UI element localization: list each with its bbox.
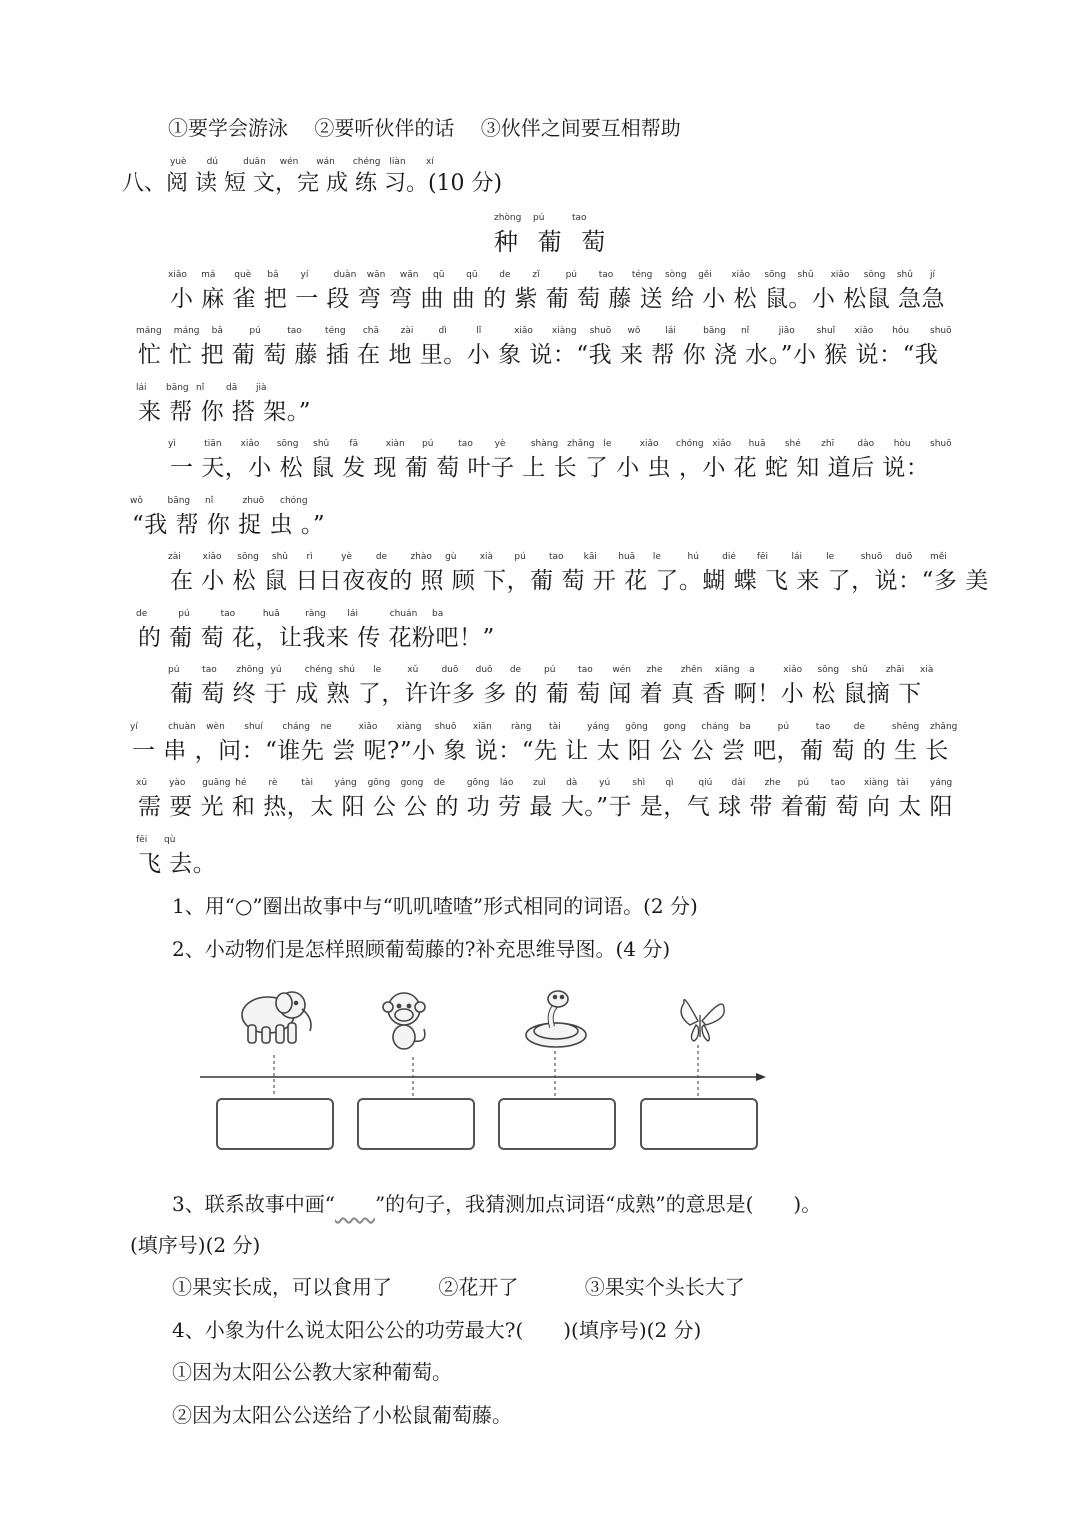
pinyin-syllable: hú <box>687 552 699 562</box>
pinyin-syllable: wān <box>366 270 386 280</box>
pinyin-syllable: ba <box>432 609 444 619</box>
pinyin-syllable: xiàng <box>863 778 889 788</box>
pinyin-syllable: zhāi <box>885 665 905 675</box>
question-3-score: (填序号)(2 分) <box>130 1233 261 1257</box>
pinyin-syllable: yè <box>494 439 506 449</box>
pinyin-syllable: huā <box>618 552 636 562</box>
pinyin-syllable: chéng <box>304 665 333 675</box>
pinyin-syllable: zài <box>168 552 181 562</box>
pinyin-syllable: sōng <box>817 665 840 675</box>
story-line: 小 麻 雀 把 一 段 弯 弯 曲 曲 的 紫 葡 萄 藤 送 给 小 松 鼠。小 松鼠 急急 <box>170 286 946 312</box>
pinyin-syllable: fēi <box>136 835 148 845</box>
pinyin-syllable: xiàng <box>551 326 577 336</box>
wavy-underline-sample <box>335 1192 375 1216</box>
pinyin-syllable: zhào <box>410 552 432 562</box>
pinyin-syllable: de <box>136 609 148 619</box>
pinyin-syllable: jià <box>256 383 267 393</box>
pinyin-syllable: bāng <box>166 383 189 393</box>
pinyin-syllable: tao <box>572 213 587 223</box>
pinyin-syllable: hóu <box>892 326 910 336</box>
previous-question-options: ①要学会游泳 ②要听伙伴的话 ③伙伴之间要互相帮助 <box>168 116 681 140</box>
pinyin-syllable: má <box>201 270 216 280</box>
pinyin-syllable: tao <box>815 722 831 732</box>
pinyin-syllable: xiǎo <box>168 270 187 280</box>
pinyin-syllable: pú <box>178 609 190 619</box>
pinyin-syllable: tài <box>301 778 313 788</box>
pinyin-syllable: téng <box>631 270 653 280</box>
question-3-options: ①果实长成，可以食用了 ②花开了 ③果实个头长大了 <box>172 1275 745 1299</box>
pinyin-syllable: hé <box>235 778 247 788</box>
pinyin-syllable: shuō <box>930 326 952 336</box>
pinyin-syllable: tao <box>220 609 236 619</box>
pinyin-syllable: ba <box>739 722 751 732</box>
pinyin-syllable: bāng <box>703 326 726 336</box>
pinyin-syllable: xiàng <box>396 722 422 732</box>
pinyin-syllable: gōng <box>625 722 648 732</box>
pinyin-syllable: dài <box>731 778 746 788</box>
pinyin-syllable: ne <box>320 722 332 732</box>
pinyin-syllable: gù <box>445 552 457 562</box>
pinyin-syllable: tao <box>578 665 593 675</box>
pinyin-syllable: wèn <box>206 722 225 732</box>
pinyin-syllable: wān <box>399 270 419 280</box>
pinyin-syllable: wén <box>612 665 631 675</box>
pinyin-syllable: shuō <box>434 722 457 732</box>
pinyin-syllable: rì <box>306 552 313 562</box>
pinyin-syllable: zhēn <box>680 665 703 675</box>
pinyin-syllable: yáng <box>587 722 610 732</box>
pinyin-syllable: wán <box>316 157 335 167</box>
pinyin-syllable: què <box>234 270 252 280</box>
story-title: 种 葡 萄 <box>494 228 612 256</box>
pinyin-syllable: de <box>499 270 511 280</box>
pinyin-syllable: xiǎo <box>830 270 850 280</box>
section-title: 八、阅 读 短 文，完 成 练 习。(10 分) <box>122 171 503 196</box>
pinyin-syllable: yú <box>599 778 611 788</box>
pinyin-syllable: měi <box>930 552 947 562</box>
pinyin-syllable: pú <box>544 665 556 675</box>
question-3-part-b: ”的句子，我猜测加点词语“成熟”的意思是( )。 <box>374 1192 822 1216</box>
pinyin-syllable: zhī <box>821 439 835 449</box>
pinyin-syllable: pú <box>533 213 545 223</box>
pinyin-syllable: pú <box>777 722 790 732</box>
pinyin-syllable: yè <box>341 552 353 562</box>
pinyin-syllable: tiān <box>204 439 222 449</box>
answer-box-butterfly[interactable] <box>640 1098 758 1150</box>
pinyin-syllable: qù <box>164 835 176 845</box>
pinyin-syllable: kāi <box>583 552 597 562</box>
pinyin-syllable: qiú <box>698 778 713 788</box>
pinyin-syllable: duàn <box>333 270 357 280</box>
pinyin-syllable: zhe <box>764 778 781 788</box>
pinyin-syllable: dú <box>206 157 218 167</box>
pinyin-syllable: pú <box>168 665 180 675</box>
pinyin-syllable: sōng <box>276 439 299 449</box>
pinyin-syllable: lái <box>665 326 676 336</box>
pinyin-syllable: tao <box>202 665 217 675</box>
pinyin-syllable: qū <box>466 270 478 280</box>
pinyin-syllable: duō <box>475 665 493 675</box>
pinyin-syllable: pú <box>422 439 434 449</box>
pinyin-syllable: xiǎo <box>783 665 803 675</box>
question-2: 2、小动物们是怎样照顾葡萄藤的?补充思维导图。(4 分) <box>172 937 671 961</box>
pinyin-syllable: dà <box>566 778 578 788</box>
pinyin-syllable: gong <box>663 722 686 732</box>
pinyin-syllable: dā <box>226 383 238 393</box>
pinyin-syllable: xiǎo <box>712 439 732 449</box>
pinyin-syllable: zǐ <box>532 270 540 280</box>
pinyin-syllable: lái <box>791 552 802 562</box>
pinyin-syllable: yí <box>300 270 309 280</box>
pinyin-syllable: shēng <box>891 722 920 732</box>
pinyin-syllable: le <box>826 552 835 562</box>
pinyin-syllable: shé <box>784 439 801 449</box>
pinyin-syllable: fā <box>349 439 359 449</box>
pinyin-syllable: wǒ <box>627 326 641 336</box>
pinyin-syllable: xí <box>426 157 434 167</box>
pinyin-syllable: shú <box>338 665 356 675</box>
pinyin-syllable: pú <box>797 778 810 788</box>
pinyin-syllable: xiǎo <box>240 439 260 449</box>
pinyin-syllable: de <box>853 722 866 732</box>
pinyin-syllable: gōng <box>367 778 391 788</box>
pinyin-syllable: lái <box>347 609 358 619</box>
pinyin-syllable: le <box>603 439 612 449</box>
pinyin-syllable: shuō <box>860 552 883 562</box>
pinyin-syllable: shuǐ <box>816 326 836 336</box>
pinyin-syllable: bǎ <box>267 270 279 280</box>
pinyin-syllable: duō <box>895 552 913 562</box>
pinyin-syllable: tao <box>549 552 564 562</box>
pinyin-syllable: shǔ <box>797 270 814 280</box>
pinyin-syllable: zhe <box>646 665 663 675</box>
pinyin-syllable: ràng <box>510 722 532 732</box>
pinyin-syllable: shuō <box>589 326 612 336</box>
pinyin-syllable: tài <box>549 722 561 732</box>
pinyin-syllable: huā <box>262 609 280 619</box>
pinyin-syllable: dì <box>438 326 447 336</box>
question-1: 1、用“○”圈出故事中与“叽叽喳喳”形式相同的词语。(2 分) <box>172 894 698 918</box>
pinyin-syllable: xià <box>479 552 494 562</box>
pinyin-syllable: shuí <box>244 722 263 732</box>
pinyin-syllable: bāng <box>167 496 191 506</box>
pinyin-syllable: xiàn <box>385 439 405 449</box>
pinyin-syllable: bǎ <box>211 326 223 336</box>
question-4-option-2: ②因为太阳公公送给了小松鼠葡萄藤。 <box>172 1403 512 1427</box>
pinyin-syllable: xū <box>136 778 148 788</box>
pinyin-syllable: yuè <box>170 157 187 167</box>
pinyin-syllable: chóng <box>676 439 704 449</box>
pinyin-syllable: ràng <box>305 609 326 619</box>
pinyin-syllable: cháng <box>282 722 310 732</box>
pinyin-syllable: cháng <box>701 722 730 732</box>
pinyin-syllable: qū <box>433 270 445 280</box>
pinyin-syllable: chā <box>362 326 380 336</box>
pinyin-syllable: jí <box>930 270 936 280</box>
pinyin-syllable: xiǎo <box>731 270 751 280</box>
answer-box-monkey[interactable] <box>357 1098 475 1150</box>
pinyin-syllable: zhōng <box>236 665 264 675</box>
pinyin-syllable: xiǎo <box>514 326 533 336</box>
pinyin-syllable: shì <box>632 778 646 788</box>
pinyin-syllable: rè <box>268 778 278 788</box>
pinyin-syllable: liàn <box>389 157 406 167</box>
story-line: 来 帮 你 搭 架。” <box>138 399 312 425</box>
answer-box-elephant[interactable] <box>216 1098 334 1150</box>
pinyin-syllable: huā <box>748 439 766 449</box>
pinyin-syllable: guāng <box>202 778 231 788</box>
pinyin-syllable: gěi <box>698 270 712 280</box>
pinyin-syllable: sōng <box>764 270 786 280</box>
pinyin-syllable: de <box>375 552 388 562</box>
pinyin-syllable: pú <box>249 326 261 336</box>
pinyin-syllable: de <box>433 778 445 788</box>
pinyin-syllable: xiān <box>472 722 492 732</box>
pinyin-syllable: gong <box>400 778 424 788</box>
pinyin-syllable: xiǎo <box>202 552 222 562</box>
pinyin-syllable: yáng <box>334 778 357 788</box>
pinyin-syllable: máng <box>136 326 162 336</box>
pinyin-syllable: shuō <box>930 439 952 449</box>
pinyin-syllable: sòng <box>664 270 687 280</box>
pinyin-syllable: xià <box>920 665 934 675</box>
pinyin-syllable: zhǎng <box>930 722 958 732</box>
pinyin-syllable: zuì <box>533 778 546 788</box>
pinyin-syllable: shǔ <box>271 552 289 562</box>
pinyin-syllable: zhòng <box>494 213 522 223</box>
story-line: 一 天，小 松 鼠 发 现 葡 萄 叶子 上 长 了 小 虫 ，小 花 蛇 知 道后 说： <box>170 455 930 481</box>
story-line: 的 葡 萄 花，让我来 传 花粉吧！” <box>138 625 495 651</box>
pinyin-syllable: zhǎng <box>567 439 595 449</box>
pinyin-syllable: lǐ <box>476 326 482 336</box>
pinyin-syllable: tao <box>287 326 302 336</box>
pinyin-syllable: xǔ <box>407 665 419 675</box>
pinyin-syllable: shǔ <box>313 439 330 449</box>
pinyin-syllable: le <box>373 665 382 675</box>
story-line: 一 串 ，问：“谁先 尝 呢?”小 象 说：“先 让 太 阳 公 公 尝 吧，葡 萄 的 生 长 <box>132 738 949 764</box>
pinyin-syllable: yào <box>169 778 186 788</box>
pinyin-syllable: sōng <box>237 552 259 562</box>
pinyin-syllable: yì <box>168 439 176 449</box>
pinyin-syllable: nǐ <box>196 383 205 393</box>
pinyin-syllable: tao <box>830 778 846 788</box>
pinyin-syllable: nǐ <box>205 496 214 506</box>
pinyin-syllable: chéng <box>352 157 381 167</box>
pinyin-syllable: shàng <box>530 439 559 449</box>
pinyin-syllable: sōng <box>863 270 886 280</box>
pinyin-syllable: chuàn <box>168 722 196 732</box>
snake-icon <box>526 991 586 1047</box>
pinyin-syllable: shǔ <box>851 665 868 675</box>
pinyin-syllable: pú <box>565 270 577 280</box>
story-line: 飞 去。 <box>138 851 217 877</box>
pinyin-syllable: tao <box>598 270 614 280</box>
pinyin-syllable: fēi <box>756 552 769 562</box>
pinyin-syllable: láo <box>499 778 514 788</box>
pinyin-syllable: yú <box>270 665 282 675</box>
story-line: 在 小 松 鼠 日日夜夜的 照 顾 下，葡 萄 开 花 了。蝴 蝶 飞 来 了，说：“多 美 <box>170 568 989 594</box>
answer-box-snake[interactable] <box>498 1098 616 1150</box>
question-4-option-1: ①因为太阳公公教大家种葡萄。 <box>172 1360 452 1384</box>
pinyin-syllable: nǐ <box>740 326 750 336</box>
pinyin-syllable: dào <box>857 439 875 449</box>
pinyin-syllable: xiǎo <box>358 722 378 732</box>
pinyin-syllable: lái <box>136 383 147 393</box>
pinyin-syllable: dié <box>722 552 736 562</box>
pinyin-syllable: jiāo <box>778 326 795 336</box>
pinyin-syllable: de <box>509 665 522 675</box>
pinyin-syllable: pú <box>514 552 526 562</box>
pinyin-syllable: tao <box>458 439 473 449</box>
pinyin-syllable: duō <box>441 665 459 675</box>
pinyin-syllable: yáng <box>930 778 953 788</box>
monkey-icon <box>383 993 425 1049</box>
story-line: “我 帮 你 捉 虫 。” <box>132 512 326 538</box>
pinyin-syllable: máng <box>173 326 200 336</box>
pinyin-syllable: duǎn <box>243 157 266 167</box>
pinyin-syllable: gōng <box>466 778 490 788</box>
story-line: 需 要 光 和 热，太 阳 公 公 的 功 劳 最 大。”于 是，气 球 带 着葡 萄 向 太 阳 <box>138 794 953 820</box>
pinyin-syllable: zhuō <box>242 496 265 506</box>
pinyin-syllable: zài <box>400 326 414 336</box>
elephant-icon <box>242 992 311 1043</box>
pinyin-syllable: shǔ <box>896 270 913 280</box>
question-3-part-a: 3、联系故事中画“ <box>172 1192 335 1216</box>
pinyin-syllable: téng <box>325 326 346 336</box>
butterfly-icon <box>681 1000 724 1041</box>
pinyin-syllable: wén <box>279 157 299 167</box>
story-line: 葡 萄 终 于 成 熟 了，许许多 多 的 葡 萄 闻 着 真 香 啊！小 松 鼠摘 下 <box>170 681 922 707</box>
pinyin-syllable: chuán <box>389 609 418 619</box>
pinyin-syllable: a <box>749 665 755 675</box>
pinyin-syllable: tài <box>896 778 909 788</box>
question-4: 4、小象为什么说太阳公公的功劳最大?( )(填序号)(2 分) <box>172 1318 702 1342</box>
story-line: 忙 忙 把 葡 萄 藤 插 在 地 里。小 象 说：“我 来 帮 你 浇 水。”小 猴 说：“我 <box>138 342 939 368</box>
pinyin-syllable: chóng <box>280 496 308 506</box>
pinyin-syllable: wǒ <box>130 496 143 506</box>
pinyin-syllable: yí <box>130 722 138 732</box>
pinyin-syllable: xiǎo <box>854 326 874 336</box>
pinyin-syllable: le <box>652 552 661 562</box>
question-3 <box>172 1188 821 1217</box>
pinyin-syllable: xiāng <box>714 665 740 675</box>
pinyin-syllable: xiǎo <box>639 439 659 449</box>
pinyin-syllable: qì <box>665 778 674 788</box>
pinyin-syllable: hòu <box>893 439 911 449</box>
timeline-arrowhead <box>756 1073 766 1081</box>
